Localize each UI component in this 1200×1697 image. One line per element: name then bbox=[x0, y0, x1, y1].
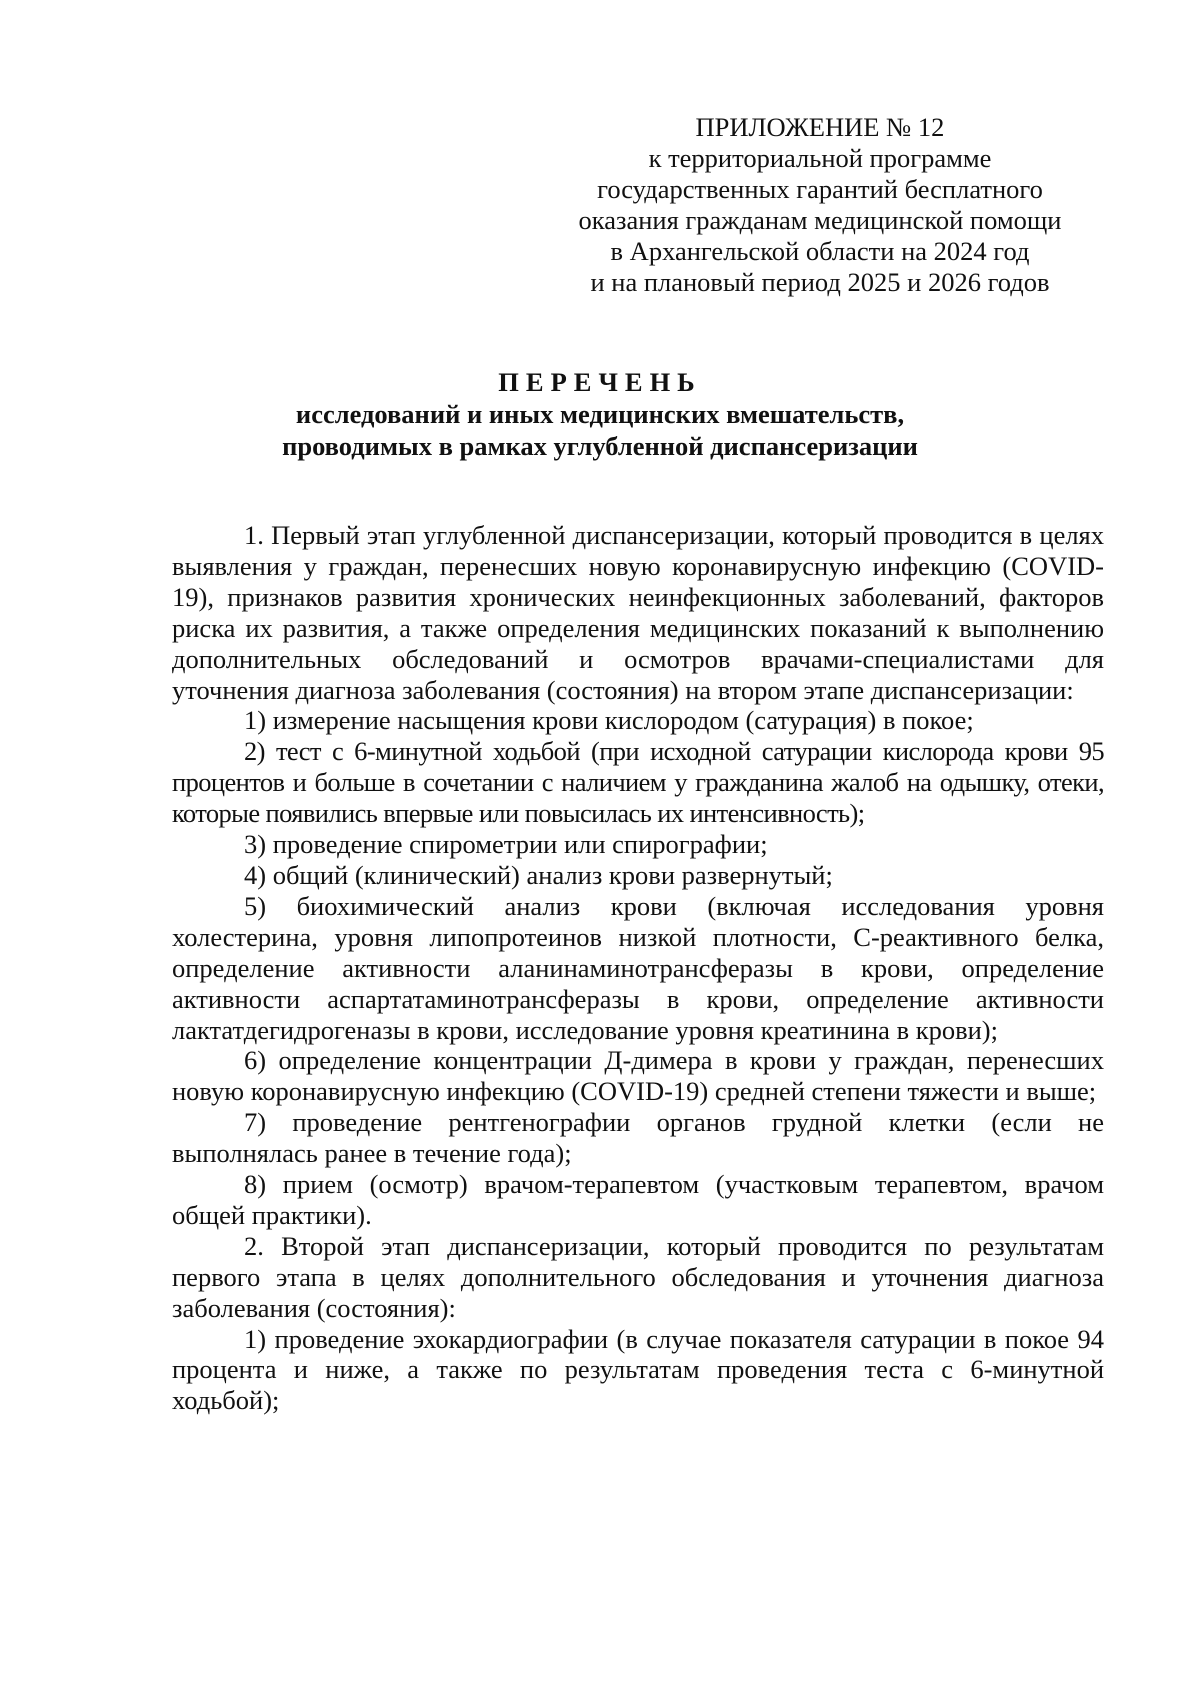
list-item: 7) проведение рентгенографии органов грудной клетки (если не выполнялась ранее в течение года); bbox=[172, 1107, 1104, 1169]
appendix-line: к территориальной программе bbox=[648, 143, 992, 173]
appendix-line: оказания гражданам медицинской помощи bbox=[578, 205, 1062, 235]
list-item: 5) биохимический анализ крови (включая исследования уровня холестерина, уровня липопротеинов низкой плотности, С-реактивного белка, определение активности аланинаминотрансферазы в крови, определение активности аспартатаминотрансферазы в крови, определение активности лактатдегидрогеназы в крови, исследование уровня креатинина в крови); bbox=[172, 890, 1104, 1045]
appendix-line: и на плановый период 2025 и 2026 годов bbox=[590, 267, 1050, 297]
paragraph-stage-1: 1. Первый этап углубленной диспансеризации, который проводится в целях выявления у граждан, перенесших новую коронавирусную инфекцию (COVID-19), признаков развития хронических неинфекционных заболеваний, факторов риска их развития, а также определения медицинских показаний к выполнению дополнительных обследований и осмотров врачами-специалистами для уточнения диагноза заболевания (состояния) на втором этапе диспансеризации: bbox=[172, 520, 1104, 705]
list-item: 1) измерение насыщения крови кислородом (сатурация) в покое; bbox=[244, 705, 974, 736]
list-item: 8) прием (осмотр) врачом-терапевтом (участковым терапевтом, врачом общей практики). bbox=[172, 1169, 1104, 1230]
appendix-line: в Архангельской области на 2024 год bbox=[610, 236, 1030, 266]
list-item: 4) общий (клинический) анализ крови развернутый; bbox=[244, 859, 833, 890]
appendix-header bbox=[540, 112, 1100, 298]
list-item: 6) определение концентрации Д-димера в крови у граждан, перенесших новую коронавирусную инфекцию (COVID-19) средней степени тяжести и выше; bbox=[172, 1045, 1104, 1107]
title-subtitle-line: проводимых в рамках углубленной диспансеризации bbox=[282, 431, 918, 461]
document-body bbox=[172, 520, 1104, 1416]
document-title bbox=[160, 366, 1040, 462]
appendix-number: ПРИЛОЖЕНИЕ № 12 bbox=[695, 112, 945, 142]
list-item: 2) тест с 6-минутной ходьбой (при исходной сатурации кислорода крови 95 процентов и больше в сочетании с наличием у гражданина жалоб на одышку, отеки, которые появились впервые или повысилась их интенсивность); bbox=[172, 736, 1104, 829]
title-subtitle-line: исследований и иных медицинских вмешательств, bbox=[295, 399, 905, 429]
paragraph-stage-2: 2. Второй этап диспансеризации, который проводится по результатам первого этапа в целях дополнительного обследования и уточнения диагноза заболевания (состояния): bbox=[172, 1230, 1104, 1323]
title-main: ПЕРЕЧЕНЬ bbox=[498, 367, 702, 397]
appendix-line: государственных гарантий бесплатного bbox=[597, 174, 1043, 204]
list-item: 1) проведение эхокардиографии (в случае показателя сатурации в покое 94 процента и ниже, а также по результатам проведения теста с 6-минутной ходьбой); bbox=[172, 1323, 1104, 1416]
list-item: 3) проведение спирометрии или спирографии; bbox=[244, 829, 768, 860]
